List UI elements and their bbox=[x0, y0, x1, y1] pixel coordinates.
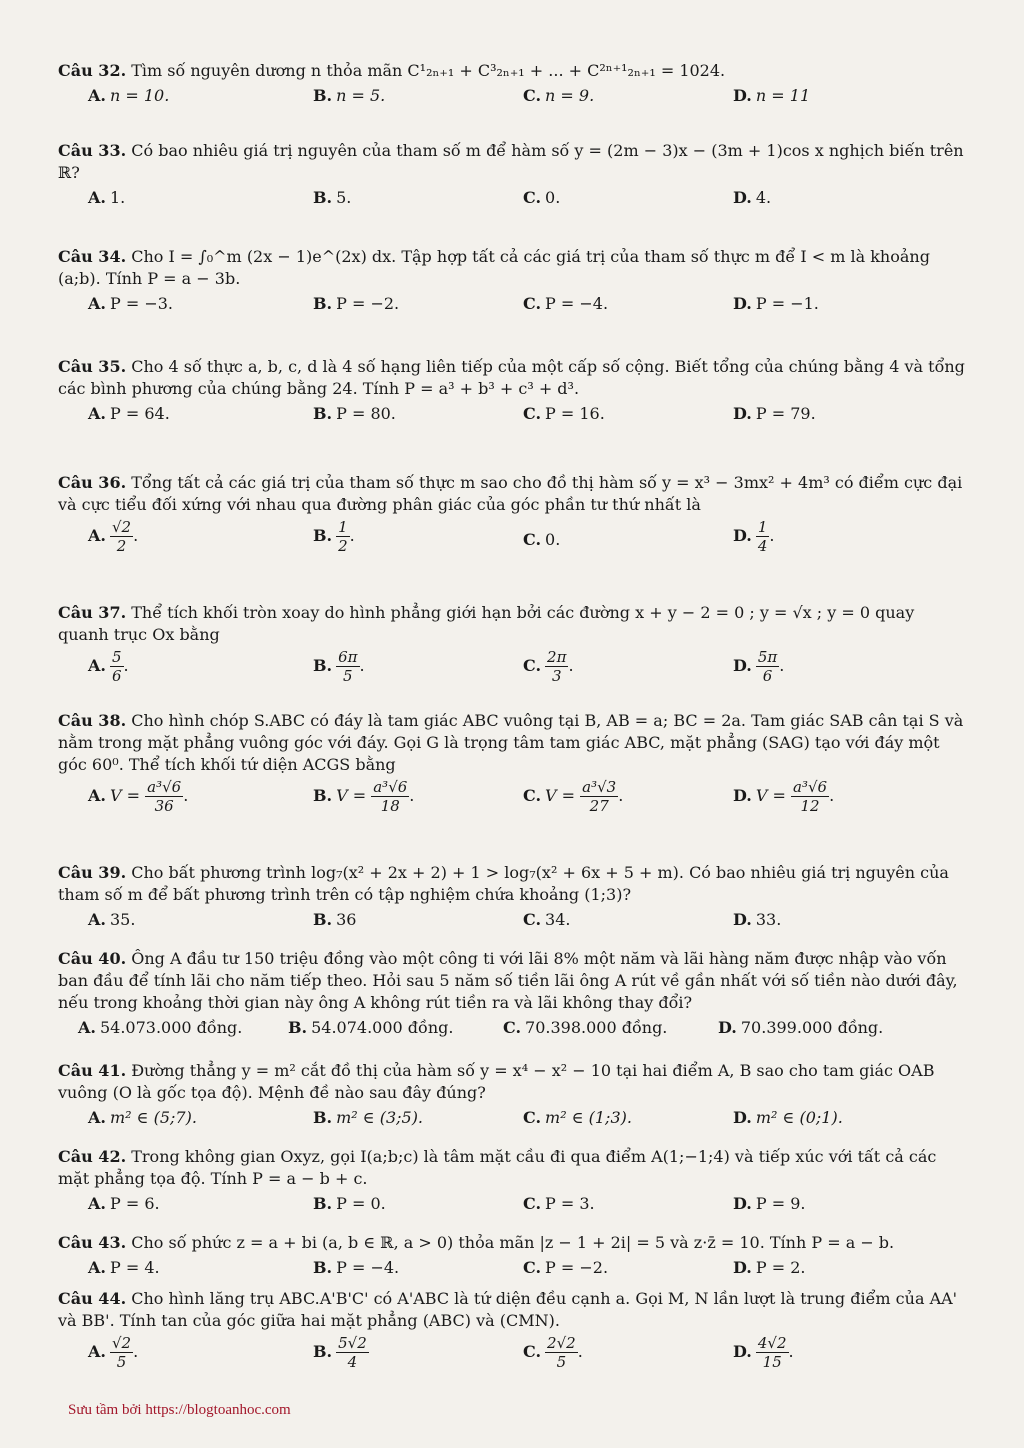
question-text: Trong không gian Oxyz, gọi I(a;b;c) là tâm mặt cầu đi qua điểm A(1;−1;4) và tiếp xúc với tất cả các mặt phẳng tọa độ. Tính P = a − b + c. bbox=[58, 1147, 937, 1188]
option-d[interactable]: D. P = −1. bbox=[733, 294, 819, 313]
question-38 bbox=[58, 710, 968, 824]
option-b[interactable]: B. m² ∈ (3;5). bbox=[313, 1108, 424, 1127]
question-label: Câu 40. bbox=[58, 949, 127, 968]
option-a[interactable]: A. $\frac{5}{6}$ . bbox=[88, 648, 129, 685]
question-stem bbox=[58, 1060, 968, 1104]
question-stem bbox=[58, 862, 968, 906]
option-a[interactable]: A. V = $\frac{\text{a³√6}}{36}$ . bbox=[88, 778, 189, 815]
question-label: Câu 35. bbox=[58, 357, 127, 376]
option-b[interactable]: B. n = 5. bbox=[313, 86, 386, 105]
question-44 bbox=[58, 1288, 968, 1380]
question-text: Cho số phức z = a + bi (a, b ∈ ℝ, a > 0) thỏa mãn |z − 1 + 2i| = 5 và z·z̄ = 10. Tính P = a − b. bbox=[131, 1233, 895, 1252]
question-39 bbox=[58, 862, 968, 938]
fraction: $\frac{√2}{2}$ bbox=[111, 518, 132, 555]
option-b[interactable]: B. 5. bbox=[313, 188, 352, 207]
question-stem bbox=[58, 602, 968, 646]
question-35 bbox=[58, 356, 968, 432]
option-b[interactable]: B. $\frac{5√2}{4}$ bbox=[313, 1334, 367, 1371]
question-stem bbox=[58, 948, 968, 1014]
question-label: Câu 42. bbox=[58, 1147, 127, 1166]
option-d[interactable]: D. $\frac{5\pi}{6}$ . bbox=[733, 648, 785, 685]
option-a[interactable]: A. P = 6. bbox=[88, 1194, 160, 1213]
answer-options bbox=[58, 402, 968, 432]
option-b[interactable]: B. 36 bbox=[313, 910, 357, 929]
option-d[interactable]: D. 70.399.000 đồng. bbox=[718, 1018, 884, 1037]
option-d[interactable]: D. m² ∈ (0;1). bbox=[733, 1108, 843, 1127]
question-text: Đường thẳng y = m² cắt đồ thị của hàm số y = x⁴ − x² − 10 tại hai điểm A, B sao cho tam giác OAB vuông (O là gốc tọa độ). Mệnh đề nào sau đây đúng? bbox=[58, 1061, 935, 1102]
question-label: Câu 33. bbox=[58, 141, 127, 160]
option-b[interactable]: B. P = −2. bbox=[313, 294, 400, 313]
question-41 bbox=[58, 1060, 968, 1136]
option-a[interactable]: A. 35. bbox=[88, 910, 136, 929]
question-label: Câu 44. bbox=[58, 1289, 127, 1308]
question-stem bbox=[58, 1232, 968, 1254]
fraction: $\frac{2\pi}{3}$ bbox=[547, 648, 567, 685]
answer-options bbox=[58, 1256, 968, 1286]
fraction: $\frac{\text{a³√3}}{27}$ bbox=[582, 778, 617, 815]
question-label: Câu 32. bbox=[58, 61, 127, 80]
question-stem bbox=[58, 140, 968, 184]
fraction: $\frac{\text{a³√6}}{12}$ bbox=[793, 778, 828, 815]
fraction: $\frac{5\pi}{6}$ bbox=[757, 648, 778, 685]
question-stem bbox=[58, 710, 968, 776]
option-b[interactable]: B. 54.074.000 đồng. bbox=[288, 1018, 454, 1037]
option-a[interactable]: A. P = 4. bbox=[88, 1258, 160, 1277]
question-label: Câu 38. bbox=[58, 711, 127, 730]
option-c[interactable]: C. P = −4. bbox=[523, 294, 609, 313]
question-text: Tìm số nguyên dương n thỏa mãn C¹₂ₙ₊₁ + C³₂ₙ₊₁ + ... + C²ⁿ⁺¹₂ₙ₊₁ = 1024. bbox=[131, 61, 726, 80]
option-c[interactable]: C. $\frac{2\pi}{3}$ . bbox=[523, 648, 574, 685]
option-c[interactable]: C. P = 3. bbox=[523, 1194, 595, 1213]
question-label: Câu 37. bbox=[58, 603, 127, 622]
question-stem bbox=[58, 246, 968, 290]
fraction: $\frac{\text{a³√6}}{18}$ bbox=[373, 778, 408, 815]
option-a[interactable]: A. P = −3. bbox=[88, 294, 173, 313]
option-b[interactable]: B. P = 0. bbox=[313, 1194, 386, 1213]
option-d[interactable]: D. 4. bbox=[733, 188, 772, 207]
fraction: $\frac{√2}{5}$ bbox=[111, 1334, 132, 1371]
answer-options bbox=[58, 292, 968, 322]
option-d[interactable]: D. P = 2. bbox=[733, 1258, 806, 1277]
option-a[interactable]: A. 1. bbox=[88, 188, 126, 207]
question-text: Tổng tất cả các giá trị của tham số thực m sao cho đồ thị hàm số y = x³ − 3mx² + 4m³ có điểm cực đại và cực tiểu đối xứng với nhau qua đường phân giác của góc phần tư thứ nhất là bbox=[58, 473, 963, 514]
fraction: $\frac{1}{2}$ bbox=[338, 518, 348, 555]
question-text: Có bao nhiêu giá trị nguyên của tham số m để hàm số y = (2m − 3)x − (3m + 1)cos x nghịch biến trên ℝ? bbox=[58, 141, 964, 182]
answer-options bbox=[58, 518, 968, 564]
question-stem bbox=[58, 1288, 968, 1332]
question-34 bbox=[58, 246, 968, 322]
option-a[interactable]: A. P = 64. bbox=[88, 404, 170, 423]
question-label: Câu 43. bbox=[58, 1233, 127, 1252]
question-stem bbox=[58, 472, 968, 516]
fraction: $\frac{6\pi}{5}$ bbox=[338, 648, 358, 685]
option-c[interactable]: C. 0. bbox=[523, 530, 561, 549]
fraction: $\frac{5}{6}$ bbox=[111, 648, 122, 685]
option-b[interactable]: B. $\frac{6\pi}{5}$ . bbox=[313, 648, 365, 685]
question-32 bbox=[58, 60, 968, 114]
fraction: $\frac{\text{a³√6}}{36}$ bbox=[147, 778, 182, 815]
option-c[interactable]: C. P = −2. bbox=[523, 1258, 609, 1277]
question-label: Câu 39. bbox=[58, 863, 127, 882]
answer-options bbox=[58, 778, 968, 824]
option-c[interactable]: C. n = 9. bbox=[523, 86, 595, 105]
answer-options bbox=[58, 648, 968, 694]
question-stem bbox=[58, 60, 968, 82]
question-36 bbox=[58, 472, 968, 564]
question-text: Cho bất phương trình log₇(x² + 2x + 2) + 1 > log₇(x² + 6x + 5 + m). Có bao nhiêu giá trị nguyên của tham số m để bất phương trình trên có tập nghiệm chứa khoảng (1;3)? bbox=[58, 863, 949, 904]
answer-options bbox=[58, 84, 968, 114]
option-c[interactable]: C. 34. bbox=[523, 910, 571, 929]
option-a[interactable]: A. $\frac{√2}{2}$ . bbox=[88, 518, 139, 555]
option-d[interactable]: D. 33. bbox=[733, 910, 782, 929]
question-text: Cho hình chóp S.ABC có đáy là tam giác ABC vuông tại B, AB = a; BC = 2a. Tam giác SAB cân tại S và nằm trong mặt phẳng vuông góc với đáy. Gọi G là trọng tâm tam giác ABC, mặt phẳng (SAG) tạo với đáy một góc 60⁰. Thể tích khối tứ diện ACGS bằng bbox=[58, 711, 964, 774]
option-a[interactable]: A. 54.073.000 đồng. bbox=[78, 1018, 243, 1037]
option-a[interactable]: A. $\frac{√2}{5}$ . bbox=[88, 1334, 139, 1371]
question-42 bbox=[58, 1146, 968, 1222]
option-b[interactable]: B. V = $\frac{\text{a³√6}}{18}$ . bbox=[313, 778, 415, 815]
question-text: Cho hình lăng trụ ABC.A'B'C' có A'ABC là tứ diện đều cạnh a. Gọi M, N lần lượt là trung điểm của AA' và BB'. Tính tan của góc giữa hai mặt phẳng (ABC) và (CMN). bbox=[58, 1289, 958, 1330]
question-text: Thể tích khối tròn xoay do hình phẳng giới hạn bởi các đường x + y − 2 = 0 ; y = √x ; y = 0 quay quanh trục Ox bằng bbox=[58, 603, 915, 644]
option-c[interactable]: C. P = 16. bbox=[523, 404, 605, 423]
question-40 bbox=[58, 948, 968, 1046]
option-a[interactable]: A. m² ∈ (5;7). bbox=[88, 1108, 197, 1127]
answer-options bbox=[58, 908, 968, 938]
question-text: Ông A đầu tư 150 triệu đồng vào một công ti với lãi 8% một năm và lãi hàng năm được nhập vào vốn ban đầu để tính lãi cho năm tiếp theo. Hỏi sau 5 năm số tiền lãi ông A rút về gần nhất với số tiền nào dưới đây, nếu trong khoảng thời gian này ông A không rút tiền ra và lãi không thay đổi? bbox=[58, 949, 958, 1012]
option-c[interactable]: C. 0. bbox=[523, 188, 561, 207]
question-stem bbox=[58, 1146, 968, 1190]
option-b[interactable]: B. P = −4. bbox=[313, 1258, 400, 1277]
option-d[interactable]: D. n = 11 bbox=[733, 86, 811, 105]
option-b[interactable]: B. $\frac{1}{2}$ . bbox=[313, 518, 355, 555]
fraction: $\frac{1}{4}$ bbox=[757, 518, 768, 555]
question-33 bbox=[58, 140, 968, 216]
option-c[interactable]: C. V = $\frac{\text{a³√3}}{27}$ . bbox=[523, 778, 624, 815]
fraction: $\frac{5√2}{4}$ bbox=[338, 1334, 367, 1371]
question-label: Câu 34. bbox=[58, 247, 127, 266]
option-d[interactable]: D. $\frac{4√2}{15}$ . bbox=[733, 1334, 794, 1371]
option-d[interactable]: D. V = $\frac{\text{a³√6}}{12}$ . bbox=[733, 778, 835, 815]
question-37 bbox=[58, 602, 968, 694]
answer-options bbox=[58, 1106, 968, 1136]
option-d[interactable]: D. $\frac{1}{4}$ . bbox=[733, 518, 775, 555]
answer-options bbox=[58, 186, 968, 216]
option-a[interactable]: A. n = 10. bbox=[88, 86, 170, 105]
question-43 bbox=[58, 1232, 968, 1286]
option-d[interactable]: D. P = 79. bbox=[733, 404, 816, 423]
option-d[interactable]: D. P = 9. bbox=[733, 1194, 806, 1213]
question-label: Câu 41. bbox=[58, 1061, 127, 1080]
answer-options bbox=[58, 1334, 968, 1380]
option-c[interactable]: C. m² ∈ (1;3). bbox=[523, 1108, 632, 1127]
option-c[interactable]: C. $\frac{2√2}{5}$ . bbox=[523, 1334, 583, 1371]
fraction: $\frac{2√2}{5}$ bbox=[547, 1334, 576, 1371]
option-c[interactable]: C. 70.398.000 đồng. bbox=[503, 1018, 668, 1037]
question-text: Cho 4 số thực a, b, c, d là 4 số hạng liên tiếp của một cấp số cộng. Biết tổng của chúng bằng 4 và tổng các bình phương của chúng bằng 24. Tính P = a³ + b³ + c³ + d³. bbox=[58, 357, 965, 398]
answer-options bbox=[58, 1192, 968, 1222]
question-label: Câu 36. bbox=[58, 473, 127, 492]
answer-options bbox=[58, 1016, 968, 1046]
source-footer[interactable]: Sưu tầm bởi https://blogtoanhoc.com bbox=[68, 1402, 291, 1418]
fraction: $\frac{4√2}{15}$ bbox=[757, 1334, 787, 1371]
option-b[interactable]: B. P = 80. bbox=[313, 404, 396, 423]
question-stem bbox=[58, 356, 968, 400]
question-text: Cho I = ∫₀^m (2x − 1)e^(2x) dx. Tập hợp tất cả các giá trị của tham số thực m để I < m là khoảng (a;b). Tính P = a − 3b. bbox=[58, 247, 930, 288]
